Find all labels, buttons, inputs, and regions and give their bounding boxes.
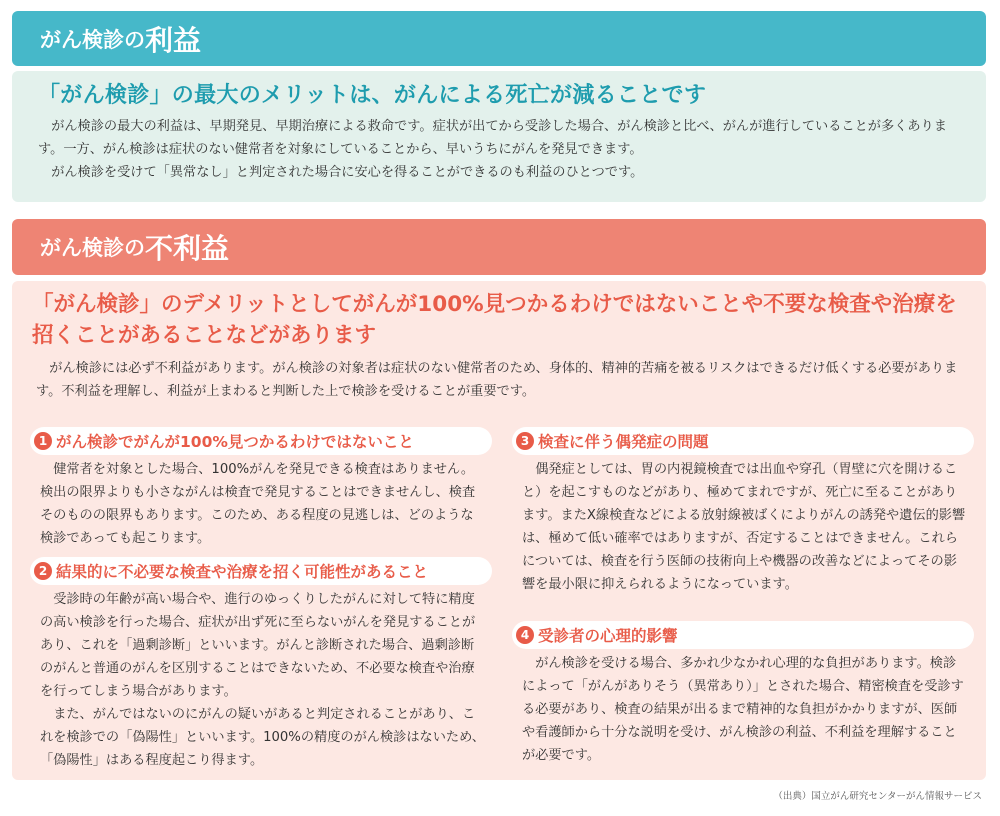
harm-lead: 「がん検診」のデメリットとしてがんが100%見つかるわけではないことや不要な検査や治療を招くことがあることなどがあります — [32, 292, 957, 348]
harm-item-4-paragraph-1: がん検診を受ける場合、多かれ少なかれ心理的な負担があります。検診によって「がんがありそう（異常あり）」とされた場合、精密検査を受診する必要があり、検査の結果が出るまで精神的な負担がかかりますが、医師や看護師から十分な説明を受け、がん検診の利益、不利益を理解することが必要です。 — [522, 656, 964, 763]
number-1-icon: 1 — [34, 432, 52, 450]
harm-item-1-title-text: がん検診でがんが100%見つかるわけではないこと — [56, 433, 414, 451]
harm-item-3-title-text: 検査に伴う偶発症の問題 — [538, 433, 709, 451]
benefit-box — [12, 71, 986, 202]
benefit-lead: 「がん検診」の最大のメリットは、がんによる死亡が減ることです — [38, 83, 707, 108]
benefit-header-main: 利益 — [145, 23, 202, 57]
harm-item-2 — [30, 557, 492, 772]
harm-item-3 — [512, 427, 974, 596]
harm-item-2-title — [30, 557, 492, 585]
harm-intro: がん検診には必ず不利益があります。がん検診の対象者は症状のない健常者のため、身体的、精神的苦痛を被るリスクはできるだけ低くする必要があります。不利益を理解し、利益が上まわると判断した上で検診を受けることが重要です。 — [36, 361, 958, 399]
harm-item-1 — [30, 427, 492, 550]
harm-box — [12, 281, 986, 780]
harm-item-2-title-text: 結果的に不必要な検査や治療を招く可能性があること — [56, 563, 429, 581]
source-credit: （出典）国立がん研究センターがん情報サービス — [773, 791, 982, 802]
benefit-paragraph-2: がん検診を受けて「異常なし」と判定された場合に安心を得ることができるのも利益のひとつです。 — [51, 165, 644, 180]
benefit-header — [12, 11, 986, 66]
harm-item-3-title — [512, 427, 974, 455]
harm-item-2-body — [30, 585, 492, 772]
harm-item-1-title — [30, 427, 492, 455]
harm-item-4-title-text: 受診者の心理的影響 — [538, 627, 678, 645]
harm-header-prefix: がん検診の — [40, 236, 145, 260]
number-3-icon: 3 — [516, 432, 534, 450]
harm-item-2-paragraph-1: 受診時の年齢が高い場合や、進行のゆっくりしたがんに対して特に精度の高い検診を行った場合、症状が出ず死に至らないがんを発見することがあり、これを「過剰診断」といいます。がんと診断された場合、過剰診断のがんと普通のがんを区別することはできないため、不必要な検査や治療を行ってしまう場合があります。 — [40, 592, 476, 699]
harm-item-4-title — [512, 621, 974, 649]
benefit-header-prefix: がん検診の — [40, 27, 145, 52]
harm-header-main: 不利益 — [145, 232, 230, 265]
harm-item-3-body — [512, 455, 974, 596]
harm-item-3-paragraph-1: 偶発症としては、胃の内視鏡検査では出血や穿孔（胃壁に穴を開けること）を起こすものなどがあり、極めてまれですが、死亡に至ることがあります。またX線検査などによる放射線被ばくによりがんの誘発や遺伝的影響は、極めて低い確率ではありますが、否定することはできません。これらについては、検査を行う医師の技術向上や機器の改善などによってその影響を最小限に抑えられるようになっています。 — [522, 462, 966, 592]
harm-item-4-body — [512, 649, 974, 767]
harm-header — [12, 219, 986, 275]
number-2-icon: 2 — [34, 562, 52, 580]
number-4-icon: 4 — [516, 626, 534, 644]
benefit-paragraph-1: がん検診の最大の利益は、早期発見、早期治療による救命です。症状が出てから受診した場合、がん検診と比べ、がんが進行していることが多くあります。一方、がん検診は症状のない健常者を対象にしていることから、早いうちにがんを発見できます。 — [38, 119, 947, 157]
harm-item-1-body — [30, 455, 492, 550]
harm-item-2-paragraph-2: また、がんではないのにがんの疑いがあると判定されることがあり、これを検診での「偽陽性」といいます。100%の精度のがん検診はないため、「偽陽性」はある程度起こり得ます。 — [40, 707, 485, 768]
harm-item-1-paragraph-1: 健常者を対象とした場合、100%がんを発見できる検査はありません。検出の限界よりも小さながんは検査で発見することはできませんし、検査そのものの限界もあります。このため、ある程度の見逃しは、どのような検診であっても起こります。 — [40, 462, 476, 546]
harm-item-4 — [512, 621, 974, 767]
